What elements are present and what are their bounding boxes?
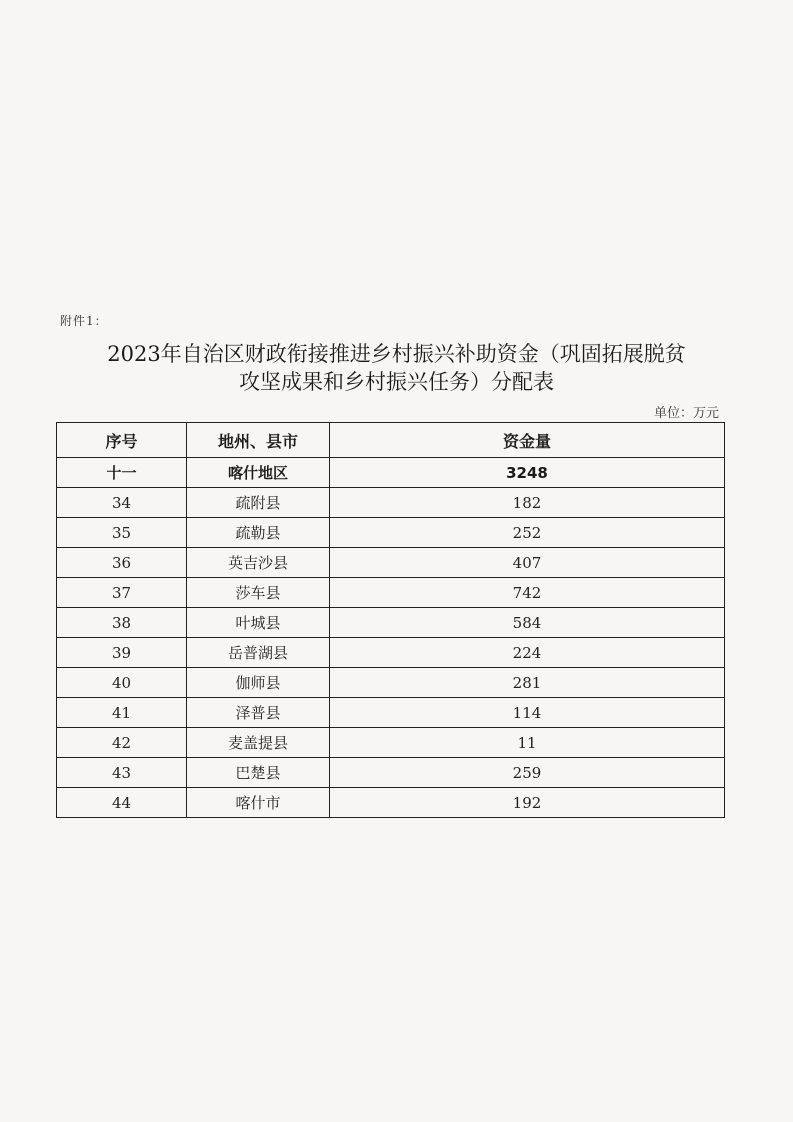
row-amount: 114 [330,698,725,728]
row-region: 疏附县 [187,488,330,518]
row-index: 40 [57,668,187,698]
row-index: 42 [57,728,187,758]
row-index: 41 [57,698,187,728]
unit-label: 单位：万元 [653,406,719,421]
row-amount: 192 [330,788,725,818]
subtotal-region: 喀什地区 [187,458,330,488]
table-row [57,518,725,548]
attachment-label: 附件1： [60,314,108,328]
document-title-line2: 攻坚成果和乡村振兴任务）分配表 [239,370,554,394]
row-region: 英吉沙县 [187,548,330,578]
row-amount: 224 [330,638,725,668]
row-region: 伽师县 [187,668,330,698]
header-index: 序号 [57,423,187,458]
row-region: 巴楚县 [187,758,330,788]
row-amount: 742 [330,578,725,608]
allocation-table [56,422,725,818]
row-index: 37 [57,578,187,608]
row-region: 麦盖提县 [187,728,330,758]
row-amount: 281 [330,668,725,698]
row-amount: 11 [330,728,725,758]
row-region: 莎车县 [187,578,330,608]
row-index: 35 [57,518,187,548]
table-row [57,788,725,818]
row-region: 岳普湖县 [187,638,330,668]
row-index: 38 [57,608,187,638]
row-amount: 584 [330,608,725,638]
row-index: 36 [57,548,187,578]
table-row [57,548,725,578]
subtotal-index: 十一 [57,458,187,488]
row-index: 39 [57,638,187,668]
header-region: 地州、县市 [187,423,330,458]
table-header-row [57,423,725,458]
table-row [57,698,725,728]
document-title-line1: 2023年自治区财政衔接推进乡村振兴补助资金（巩固拓展脱贫 [107,342,686,366]
row-amount: 407 [330,548,725,578]
table-row [57,728,725,758]
subtotal-amount: 3248 [330,458,725,488]
table-row [57,488,725,518]
table-row [57,668,725,698]
table-row [57,608,725,638]
row-amount: 252 [330,518,725,548]
row-region: 泽普县 [187,698,330,728]
row-index: 43 [57,758,187,788]
subtotal-row [57,458,725,488]
table-row [57,578,725,608]
row-index: 44 [57,788,187,818]
row-region: 叶城县 [187,608,330,638]
row-index: 34 [57,488,187,518]
row-region: 疏勒县 [187,518,330,548]
header-amount: 资金量 [330,423,725,458]
table-row [57,758,725,788]
row-amount: 259 [330,758,725,788]
table-row [57,638,725,668]
row-region: 喀什市 [187,788,330,818]
row-amount: 182 [330,488,725,518]
